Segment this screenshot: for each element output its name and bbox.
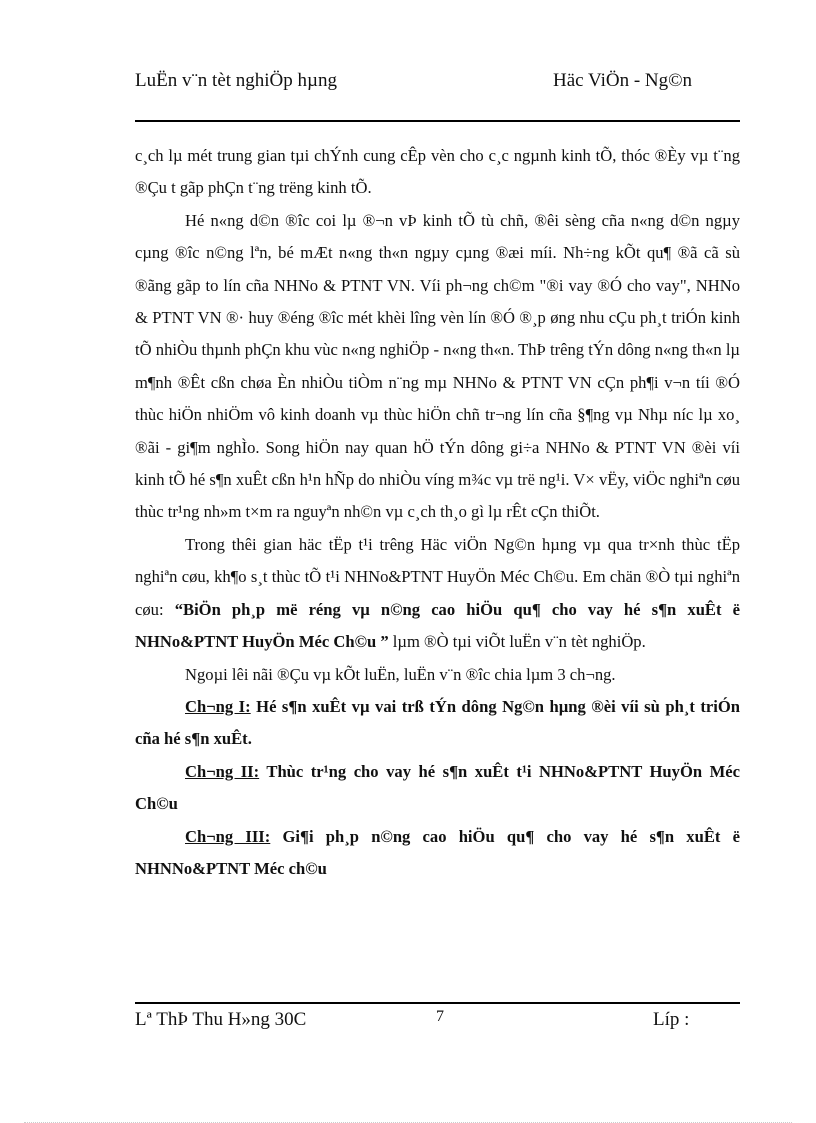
paragraph-4: Ngoµi lêi nãi ®Çu vµ kÕt luËn, luËn v¨n ®îc chia lµm 3 ch¬ng. xyxy=(185,664,616,684)
thesis-title: “BiÖn ph¸p më réng vµ n©ng cao hiÖu qu¶ cho vay hé s¶n xuÊt ë NHNo&PTNT HuyÖn Méc Ch©u ” xyxy=(135,599,741,652)
footer-rule xyxy=(135,1002,740,1004)
chapter-2-label: Ch¬ng II: xyxy=(185,761,260,781)
footer-author: Lª ThÞ Thu H»ng 30C xyxy=(135,1009,307,1030)
chapter-1-title: Hé s¶n xuÊt vµ vai trß tÝn dông Ng©n hµng ®èi víi sù ph¸t triÓn cña hé s¶n xuÊt. xyxy=(135,696,740,749)
footer-class: Líp : xyxy=(653,1009,690,1030)
document-body xyxy=(135,140,740,885)
chapter-2-title: Thùc tr¹ng cho vay hé s¶n xuÊt t¹i NHNo&PTNT HuyÖn Méc Ch©u xyxy=(135,761,740,814)
chapter-2 xyxy=(135,756,740,821)
chapter-3-label: Ch¬ng III: xyxy=(185,826,271,846)
paragraph-3-end: lµm ®Ò tµi viÕt luËn v¨n tèt nghiÖp. xyxy=(388,632,646,652)
paragraph-3-intro: Trong thêi gian häc tËp t¹i trêng Häc viÖn Ng©n hµng vµ qua tr×nh thùc tËp nghiªn cøu, kh¶o s¸t thùc tÕ t¹i NHNo&PTNT HuyÖn Méc Ch©u. Em chän ®Ò tµi nghiªn cøu: xyxy=(135,534,740,619)
header-left: LuËn v¨n tèt nghiÖp hµng xyxy=(135,70,337,91)
chapter-1-label: Ch¬ng I: xyxy=(185,696,251,716)
chapter-3 xyxy=(135,821,740,886)
chapter-3-title: Gi¶i ph¸p n©ng cao hiÖu qu¶ cho vay hé s¶n xuÊt ë NHNNo&PTNT Méc ch©u xyxy=(135,826,740,878)
paragraph-3 xyxy=(135,529,740,659)
header-right: Häc ViÖn - Ng©n xyxy=(553,70,693,91)
chapter-1 xyxy=(135,691,740,756)
paragraph-1: c¸ch lµ mét trung gian tµi chÝnh cung cÊp vèn cho c¸c ngµnh kinh tÕ, thóc ®Èy vµ t¨ng ®Çu t gãp phÇn t¨ng trëng kinh tÕ. xyxy=(135,146,740,198)
header-rule xyxy=(135,120,740,122)
page-number: 7 xyxy=(436,1008,444,1025)
paragraph-2: Hé n«ng d©n ®îc coi lµ ®¬n vÞ kinh tÕ tù chñ, ®êi sèng cña n«ng d©n ngµy cµng ®îc n©ng lªn, bé mÆt n«ng th«n ngµy cµng ®æi míi. Nh÷ng kÕt qu¶ ®ã cã sù ®ãng gãp to lín cña NHNo & PTNT VN. Víi ph¬ng ch©m "®i vay ®Ó cho vay", NHNo & PTNT VN ®· huy ®éng ®îc mét khèi lîng vèn lín ®Ó ®¸p øng nhu cÇu ph¸t triÓn kinh tÕ nhiÒu thµnh phÇn khu vùc n«ng nghiÖp - n«ng th«n. ThÞ trêng tÝn dông n«ng th«n lµ m¶nh ®Êt cßn chøa Èn nhiÒu tiÒm n¨ng mµ NHNo & PTNT VN cÇn ph¶i v¬n tíi ®Ó thùc hiÖn nhiÖm vô kinh doanh vµ thùc hiÖn chñ tr¬ng lín cña §¶ng vµ Nhµ níc lµ xo¸ ®ãi - gi¶m nghÌo. Song hiÖn nay quan hÖ tÝn dông gi÷a NHNo & PTNT VN ®èi víi kinh tÕ hé s¶n xuÊt cßn h¹n hÑp do nhiÒu víng m¾c vµ trë ng¹i. V× vËy, viÖc nghiªn cøu thùc tr¹ng nh»m t×m ra nguyªn nh©n vµ c¸ch th¸o gì lµ rÊt cÇn thiÕt. xyxy=(135,210,740,522)
